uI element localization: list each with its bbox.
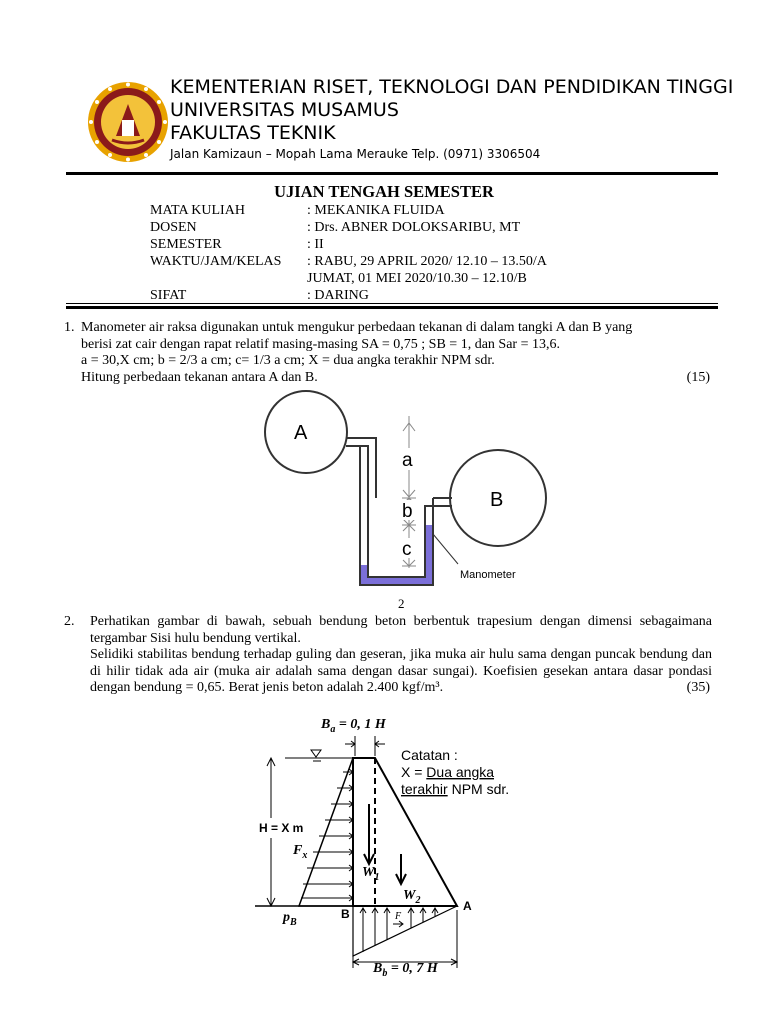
note-title: Catatan : [401, 747, 458, 763]
university-logo-icon [86, 80, 170, 164]
w1-label: W [362, 865, 375, 880]
bb-value: = 0, 7 H [387, 961, 438, 976]
fx-label: F [293, 843, 303, 858]
figure-number: 2 [398, 596, 405, 611]
a-point-label: A [463, 899, 472, 913]
note-x-prefix: X = [401, 764, 427, 780]
question-1-number: 1. [64, 320, 75, 335]
h-label: H = X m [259, 821, 304, 835]
info-row [150, 236, 547, 253]
dim-a-label: a [402, 450, 413, 471]
pipe-a-inner [346, 446, 368, 498]
fx-sub: x [302, 850, 308, 861]
note-line3-rest: NPM sdr. [447, 781, 510, 797]
q1-line: a = 30,X cm; b = 2/3 a cm; c= 1/3 a cm; X = dua angka terakhir NPM sdr. [81, 353, 495, 368]
letterhead [0, 0, 768, 170]
ba-label: B [321, 717, 331, 732]
address: Jalan Kamizaun – Mopah Lama Merauke Telp. (0971) 3306504 [170, 147, 541, 161]
info-label: WAKTU/JAM/KELAS [150, 254, 282, 269]
info-value: : II [307, 237, 324, 252]
exam-title: UJIAN TENGAH SEMESTER [274, 182, 494, 201]
w2-sub: 2 [415, 895, 421, 906]
u-tube-outer [360, 446, 433, 585]
info-label: SIFAT [150, 288, 187, 303]
info-label: MATA KULIAH [150, 203, 245, 218]
faculty-name: FAKULTAS TEKNIK [170, 122, 336, 144]
exam-info [150, 202, 547, 304]
ministry-name: KEMENTERIAN RISET, TEKNOLOGI DAN PENDIDIKAN TINGGI [170, 76, 734, 98]
info-row [150, 287, 547, 304]
manometer-label: Manometer [460, 569, 516, 581]
header-divider [66, 172, 718, 175]
pb-label: p [283, 910, 290, 925]
info-value: : DARING [307, 288, 369, 303]
ba-value: = 0, 1 H [335, 717, 386, 732]
dim-b-label: b [402, 501, 413, 522]
info-label: SEMESTER [150, 237, 222, 252]
svg-text:X = Dua angka [401, 764, 494, 780]
info-row [150, 202, 547, 219]
svg-text:terakhir NPM sdr. [401, 781, 509, 797]
university-name: UNIVERSITAS MUSAMUS [170, 99, 399, 121]
q1-line: Hitung perbedaan tekanan antara A dan B. [81, 369, 318, 385]
info-row [150, 253, 547, 270]
question-2-para-2: Selidiki stabilitas bendung terhadap guling dan geseran, jika muka air hulu sama dengan puncak bendung dan di hilir tidak ada air (muka air adalah sama dengan dasar sungai). Koefisien gesekan antara dasar pondasi dengan bendung = 0,65. Berat jenis beton adalah 2.400 kgf/m³. [90, 647, 712, 695]
info-row [150, 270, 547, 287]
svg-text:W1 [362, 865, 379, 883]
tank-a-label: A [294, 422, 308, 444]
info-row [150, 219, 547, 236]
question-1-text [81, 320, 713, 386]
svg-text:pB [282, 910, 297, 928]
info-value: : Drs. ABNER DOLOKSARIBU, MT [307, 220, 521, 235]
note-x-underlined: Dua angka [426, 764, 495, 780]
svg-text:F: F [395, 911, 402, 922]
dam-figure [245, 714, 545, 976]
ba-sub: a [330, 724, 336, 735]
info-divider-top [66, 303, 718, 304]
info-value: JUMAT, 01 MEI 2020/10.30 – 12.10/B [307, 271, 527, 286]
q1-line: Manometer air raksa digunakan untuk mengukur perbedaan tekanan di dalam tangki A dan B yang [81, 320, 633, 335]
w1-sub: 1 [374, 872, 380, 883]
pb-sub: B [290, 917, 297, 928]
question-2-points: (35) [683, 680, 710, 696]
note-line3-underlined: terakhir [401, 781, 448, 797]
bb-sub: b [382, 968, 388, 976]
info-value: : RABU, 29 APRIL 2020/ 12.10 – 13.50/A [307, 254, 547, 269]
manometer-figure [262, 388, 548, 590]
bb-label: B [373, 961, 383, 976]
w2-label: W [403, 888, 416, 903]
info-label [150, 270, 307, 287]
info-value: : MEKANIKA FLUIDA [307, 203, 445, 218]
svg-text:Bb = 0, 7 H [372, 961, 439, 976]
svg-text:Ba = 0, 1 H [320, 717, 387, 735]
question-2-para-1: Perhatikan gambar di bawah, sebuah bendung beton berbentuk trapesium dengan dimensi sebagaimana tergambar Sisi hulu bendung vertikal. [90, 614, 712, 646]
dim-c-label: c [402, 539, 412, 560]
info-label: DOSEN [150, 220, 197, 235]
info-divider-bottom [66, 306, 718, 309]
b-point-label: B [341, 907, 350, 921]
q1-line: berisi zat cair dengan rapat relatif masing-masing SA = 0,75 ; SB = 1, dan Sar = 13,6. [81, 336, 560, 352]
svg-text:Fx [292, 843, 307, 861]
question-2-number: 2. [64, 614, 75, 629]
question-1-points: (15) [686, 370, 710, 385]
svg-text:W2 [403, 888, 420, 906]
tank-b-label: B [490, 489, 504, 511]
